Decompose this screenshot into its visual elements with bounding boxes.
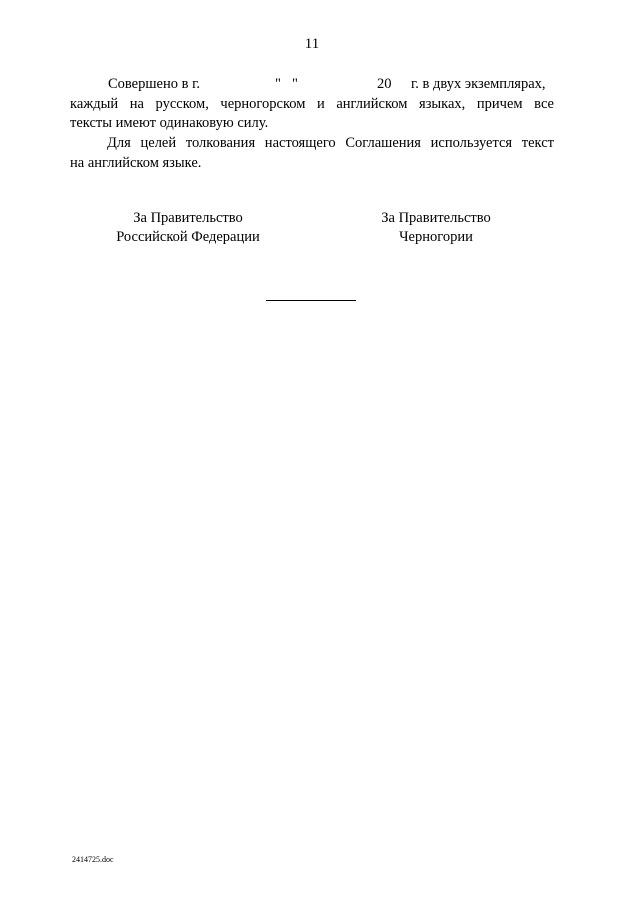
footer-doc-code: 2414725.doc [72, 855, 114, 864]
signature-montenegro-line-2: Черногории [399, 229, 473, 245]
paragraph-2-line-1: Для целей толкования настоящего Соглашения используется текст [107, 135, 554, 151]
paragraph-2-line-2: на английском языке. [70, 155, 202, 171]
copies-text: г. в двух экземплярах, [411, 76, 546, 92]
signature-montenegro-line-1: За Правительство [381, 210, 491, 226]
page-number: 11 [304, 36, 320, 52]
date-quote-open: " [275, 76, 281, 92]
paragraph-1-line-2: каждый на русском, черногорском и английском языках, причем все [70, 96, 554, 112]
signature-block-russia [96, 209, 280, 247]
year-prefix: 20 [377, 76, 392, 92]
signature-russia-line-1: За Правительство [133, 210, 243, 226]
paragraph-1-line-3: тексты имеют одинаковую силу. [70, 115, 269, 131]
signature-block-montenegro [344, 209, 528, 247]
signature-russia-line-2: Российской Федерации [116, 229, 260, 245]
end-divider [266, 300, 356, 301]
date-quote-close: " [292, 76, 298, 92]
done-in-text: Совершено в г. [108, 76, 201, 92]
